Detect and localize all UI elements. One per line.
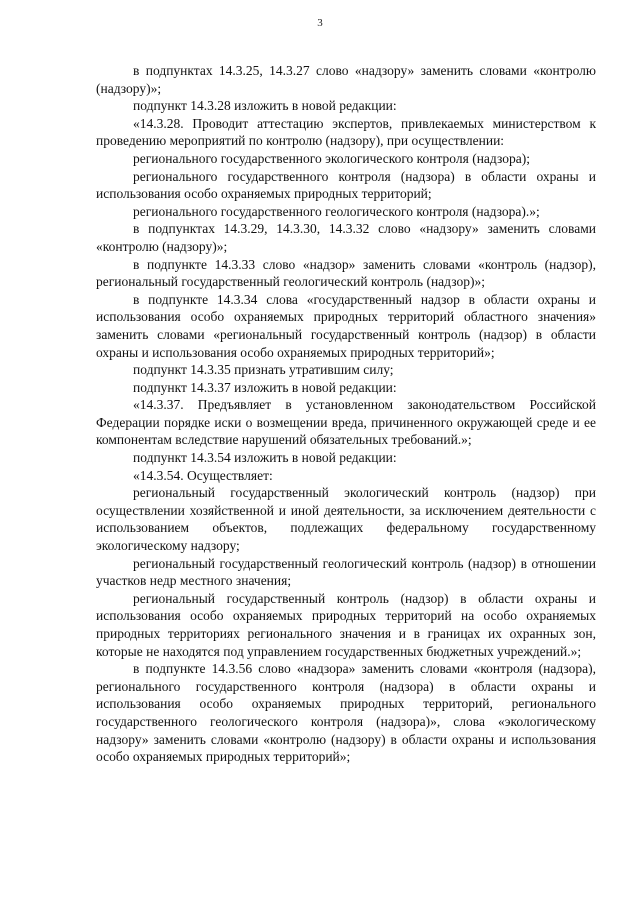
document-body [96,62,596,766]
paragraph: подпункт 14.3.35 признать утратившим силу; [133,362,394,378]
paragraph: в подпункте 14.3.33 слово «надзор» заменить словами «контроль (надзор), региональный государственный геологический контроль (надзор)»; [96,256,596,290]
paragraph: регионального государственного экологического контроля (надзора); [133,150,530,166]
paragraph: региональный государственный геологический контроль (надзор) в отношении участков недр местного значения; [96,555,596,589]
paragraph: «14.3.54. Осуществляет: [133,467,273,483]
page-number: 3 [317,17,323,29]
paragraph: в подпунктах 14.3.29, 14.3.30, 14.3.32 слово «надзору» заменить словами «контролю (надзору)»; [96,221,596,254]
paragraph: «14.3.37. Предъявляет в установленном законодательством Российской Федерации порядке иски о возмещении вреда, причиненного окружающей среде и ее компонентам вследствие нарушений обязательных требований.»; [96,397,596,448]
paragraph: в подпункте 14.3.34 слова «государственный надзор в области охраны и использования особо охраняемых природных территорий областного значения» заменить словами «региональный государственный контроль (надзор) в области охраны и использования особо охраняемых природных территорий»; [96,291,596,360]
paragraph: подпункт 14.3.37 изложить в новой редакции: [133,379,397,395]
paragraph: регионального государственного геологического контроля (надзора).»; [133,203,540,219]
paragraph: регионального государственного контроля (надзора) в области охраны и использования особо охраняемых природных территорий; [96,168,596,202]
paragraph: в подпункте 14.3.56 слово «надзора» заменить словами «контроля (надзора), регионального государственного контроля (надзора) в области охраны и использования особо охраняемых природных территорий, регионального государственного геологического контроля (надзора)», слова «экологическому надзору» заменить словами «контролю (надзору) в области охраны и использования особо охраняемых природных территорий»; [96,661,596,765]
paragraph: подпункт 14.3.54 изложить в новой редакции: [133,450,397,466]
paragraph: «14.3.28. Проводит аттестацию экспертов, привлекаемых министерством к проведению мероприятий по контролю (надзору), при осуществлении: [96,115,596,149]
paragraph: в подпунктах 14.3.25, 14.3.27 слово «надзору» заменить словами «контролю (надзору)»; [96,63,596,96]
paragraph: региональный государственный экологический контроль (надзор) при осуществлении хозяйственной и иной деятельности, за исключением деятельности с использованием объектов, подлежащих федеральному государственному экологическому надзору; [96,485,596,554]
paragraph: подпункт 14.3.28 изложить в новой редакции: [133,98,397,114]
paragraph: региональный государственный контроль (надзор) в области охраны и использования особо охраняемых природных территорий на особо охраняемых природных территориях регионального значения и в границах их охранных зон, которые не находятся под управлением государственных бюджетных учреждений.»; [96,590,596,659]
